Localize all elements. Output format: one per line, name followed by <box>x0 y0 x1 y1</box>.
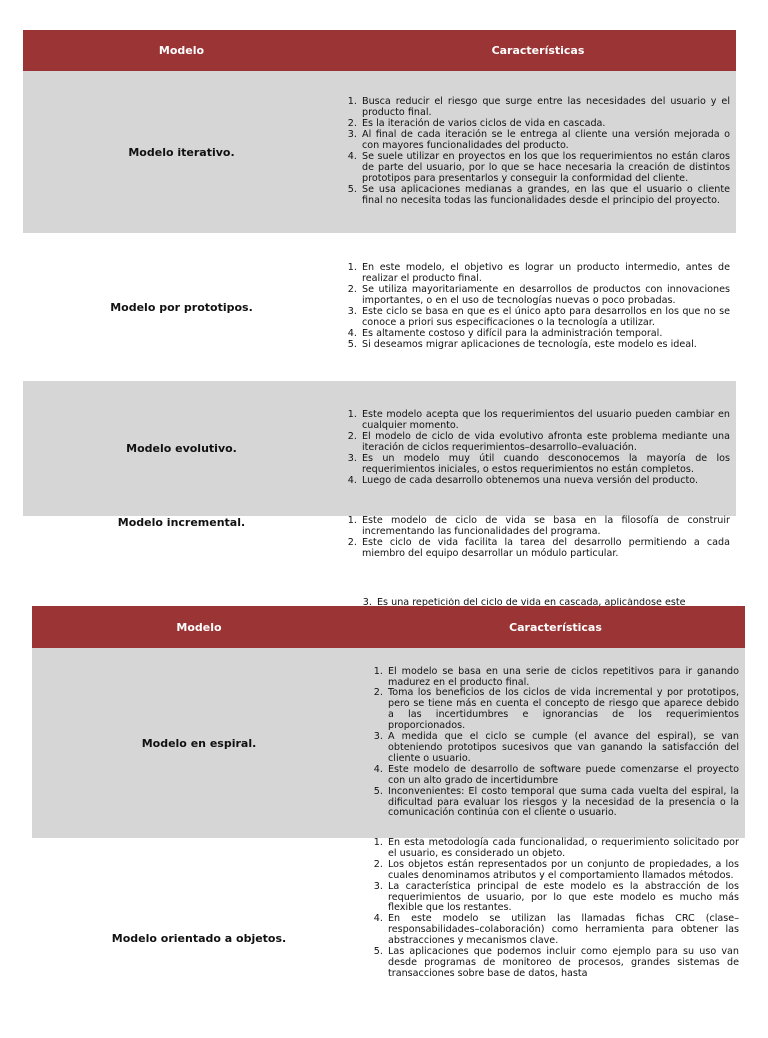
list-item: 2. Es la iteración de varios ciclos de vida en cascada. <box>360 119 730 130</box>
model-name: Modelo iterativo. <box>23 71 340 233</box>
list-item: 1. Este modelo acepta que los requerimientos del usuario pueden cambiar en cualquier momento. <box>360 410 730 432</box>
list-item: 5. Se usa aplicaciones medianas a grandes, en las que el usuario o cliente final no necesita todas las funcionalidades desde el principio del proyecto. <box>360 185 730 207</box>
models-table-2 <box>32 606 745 1038</box>
model-name: Modelo en espiral. <box>32 648 366 838</box>
list-item: 5. Si deseamos migrar aplicaciones de tecnología, este modelo es ideal. <box>360 340 730 351</box>
model-name: Modelo orientado a objetos. <box>111 931 287 945</box>
model-name: Modelo incremental. <box>117 516 246 529</box>
table-row <box>23 381 736 516</box>
characteristics-list <box>340 410 736 486</box>
characteristics-cell <box>366 648 745 838</box>
clipped-list-item <box>355 598 735 606</box>
characteristics-list <box>355 598 735 606</box>
characteristics-list <box>366 838 745 980</box>
characteristics-cell <box>340 71 736 233</box>
table-header-row <box>23 30 736 71</box>
list-item: 1. Busca reducir el riesgo que surge entre las necesidades del usuario y el producto final. <box>360 97 730 119</box>
models-table-1 <box>23 30 736 576</box>
table-row <box>32 838 745 1038</box>
table-row <box>23 71 736 233</box>
characteristics-cell <box>366 838 745 1038</box>
list-item: 2. El modelo de ciclo de vida evolutivo afronta este problema mediante una iteración de ciclos requerimientos–desarrollo–evaluación. <box>360 432 730 454</box>
list-item: 2. Los objetos están representados por un conjunto de propiedades, a los cuales denominamos atributos y el comportamiento llamados métodos. <box>386 860 739 882</box>
list-item: 3. Es un modelo muy útil cuando desconocemos la mayoría de los requerimientos iniciales, o estos requerimientos no están completos. <box>360 454 730 476</box>
list-item: 4. Este modelo de desarrollo de software puede comenzarse el proyecto con un alto grado de incertidumbre <box>386 765 739 787</box>
list-item: 4. Es altamente costoso y difícil para la administración temporal. <box>360 329 730 340</box>
list-item: 3. A medida que el ciclo se cumple (el avance del espiral), se van obteniendo prototipos sucesivos que van ganando la satisfacción del cliente o usuario. <box>386 732 739 765</box>
list-item: 1. El modelo se basa en una serie de ciclos repetitivos para ir ganando madurez en el producto final. <box>386 667 739 689</box>
characteristics-cell <box>340 381 736 516</box>
model-name: Modelo por prototipos. <box>110 300 253 314</box>
list-item: 5. Las aplicaciones que podemos incluir como ejemplo para su uso van desde programas de monitoreo de procesos, grandes sistemas de transacciones sobre base de datos, hasta <box>386 947 739 980</box>
list-item: 3. Este ciclo se basa en que es el único apto para desarrollos en los que no se conoce a priori sus especificaciones o la tecnología a utilizar. <box>360 307 730 329</box>
list-item: 5. Inconvenientes: El costo temporal que suma cada vuelta del espiral, la dificultad para evaluar los riesgos y la necesidad de la presencia o la comunicación continúa con el cliente o usuario. <box>386 787 739 820</box>
list-item: 1. En esta metodología cada funcionalidad, o requerimiento solicitado por el usuario, es considerado un objeto. <box>386 838 739 860</box>
list-item: 3. La característica principal de este modelo es la abstracción de los requerimientos de usuario, por lo que este modelo es mucho más flexible que los restantes. <box>386 882 739 915</box>
characteristics-list <box>340 516 736 560</box>
header-model: Modelo <box>32 606 366 648</box>
header-model: Modelo <box>23 30 340 71</box>
list-item: 3. Es una repetición del ciclo de vida en cascada, aplicándose este <box>375 598 729 606</box>
list-item: 2. Este ciclo de vida facilita la tarea del desarrollo permitiendo a cada miembro del equipo desarrollar un módulo particular. <box>360 538 730 560</box>
header-characteristics: Características <box>340 30 736 71</box>
header-characteristics: Características <box>366 606 745 648</box>
table-row <box>23 233 736 381</box>
list-item: 4. En este modelo se utilizan las llamadas fichas CRC (clase–responsabilidades–colaboración) como herramienta para obtener las abstracciones y mecanismos clave. <box>386 914 739 947</box>
characteristics-list <box>340 263 736 350</box>
list-item: 1. Este modelo de ciclo de vida se basa en la filosofía de construir incrementando las funcionalidades del programa. <box>360 516 730 538</box>
model-name: Modelo evolutivo. <box>23 381 340 516</box>
table-row <box>32 648 745 838</box>
list-item: 4. Luego de cada desarrollo obtenemos una nueva versión del producto. <box>360 476 730 487</box>
characteristics-cell <box>340 516 736 576</box>
characteristics-list <box>340 97 736 206</box>
list-item: 2. Toma los beneficios de los ciclos de vida incremental y por prototipos, pero se tiene más en cuenta el concepto de riesgo que aparece debido a las incertidumbres e ignorancias de los requerimientos proporcionados. <box>386 688 739 732</box>
list-item: 3. Al final de cada iteración se le entrega al cliente una versión mejorada o con mayores funcionalidades del producto. <box>360 130 730 152</box>
characteristics-cell <box>340 233 736 381</box>
characteristics-list <box>366 667 745 820</box>
list-item: 2. Se utiliza mayoritariamente en desarrollos de productos con innovaciones importantes, o en el uso de tecnologías nuevas o poco probadas. <box>360 285 730 307</box>
table-row <box>23 516 736 576</box>
list-item: 1. En este modelo, el objetivo es lograr un producto intermedio, antes de realizar el producto final. <box>360 263 730 285</box>
table-header-row <box>32 606 745 648</box>
list-item: 4. Se suele utilizar en proyectos en los que los requerimientos no están claros de parte del usuario, por lo que se hace necesaria la creación de distintos prototipos para presentarlos y conseguir la conformidad del cliente. <box>360 152 730 185</box>
